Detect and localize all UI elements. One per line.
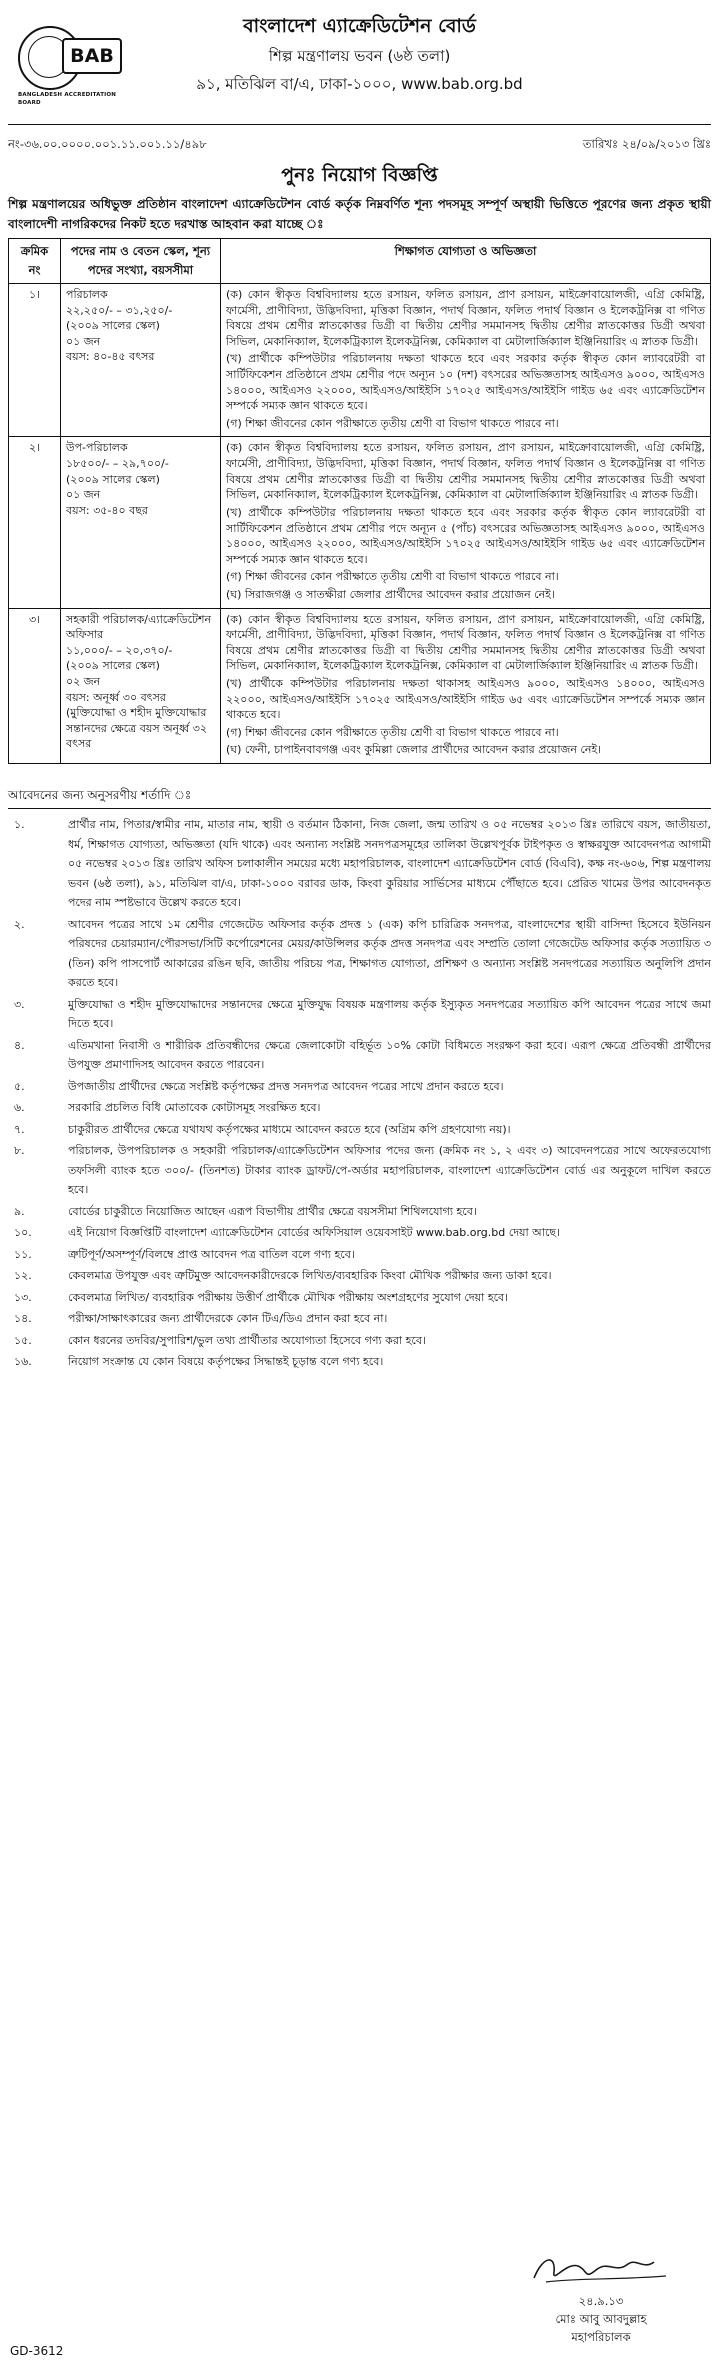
reference-line — [8, 136, 711, 160]
table-row — [9, 437, 711, 608]
qualification-cell — [221, 284, 711, 437]
letterhead-text — [8, 10, 711, 98]
qualification-item: (গ) শিক্ষা জীবনের কোন পরীক্ষাতে তৃতীয় শ্রেণী বা বিভাগ থাকতে পারবে না। — [226, 570, 559, 584]
conditions-heading: আবেদনের জন্য অনুসরণীয় শর্তাদি ঃ — [8, 784, 711, 809]
list-item: ১৩. কেবলমাত্র লিখিত/ ব্যবহারিক পরীক্ষায় উত্তীর্ণ প্রার্থীকে মৌখিক পরীক্ষায় অংশগ্রহণের সুযোগ দেয়া হবে। — [14, 1290, 509, 1304]
qualification-item: (ক) কোন স্বীকৃত বিশ্ববিদ্যালয় হতে রসায়ন, ফলিত রসায়ন, প্রাণ রসায়ন, মাইক্রোবায়োলজী, এগ্রি কেমিষ্ট্রি, ফার্মেসী, প্রাণীবিদ্যা, উদ্ভিদবিদ্যা, মৃত্তিকা বিজ্ঞান, পদার্থ বিজ্ঞান, ফলিত পদার্থ বিজ্ঞান ও ইলেকট্রনিক্স বা গণিত বিষয়ে প্রথম শ্রেণীর স্নাতকোত্তর ডিগ্রী বা দ্বিতীয় শ্রেণীর সমমানসহ দ্বিতীয় শ্রেণীর স্নাতকোত্তর ডিগ্রী অথবা সিভিল, মেকানিক্যাল, ইলেকট্রিক্যাল ইলেকট্রনিক্স, কেমিক্যাল বা মেটালার্জিক্যাল ইঞ্জিনিয়ারিং এ স্নাতক ডিগ্রী। — [226, 612, 705, 673]
list-item: ১৫. কোন ধরনের তদবির/সুপারিশ/ভুল তথ্য প্রার্থীতার অযোগ্যতা হিসেবে গণ্য করা হবে। — [14, 1333, 426, 1347]
signatory-name: মোঃ আবু আবদুল্লাহ — [555, 2312, 647, 2326]
list-item: ১২. কেবলমাত্র উপযুক্ত এবং ত্রুটিমুক্ত আবেদনকারীদেরকে লিখিত/ব্যবহারিক কিংবা মৌখিক পরীক্ষার জন্য ডাকা হবে। — [14, 1269, 552, 1283]
list-item: ১৬. নিয়োগ সংক্রান্ত যে কোন বিষয়ে কর্তৃপক্ষের সিদ্ধান্তই চূড়ান্ত বলে গণ্য হবে। — [14, 1355, 384, 1369]
org-name: বাংলাদেশ এ্যাক্রেডিটেশন বোর্ড — [243, 15, 476, 37]
pay-scale: ২২,২৫০/- – ৩১,২৫০/- — [66, 303, 173, 317]
qualification-item: (গ) শিক্ষা জীবনের কোন পরীক্ষাতে তৃতীয় শ্রেণী বা বিভাগ থাকতে পারবে না। — [226, 416, 559, 430]
post-cell — [61, 608, 221, 763]
list-item: ১০. এই নিয়োগ বিজ্ঞপ্তিটি বাংলাদেশ এ্যাক্রেডিটেশন বোর্ডের অফিসিয়াল ওয়েবসাইট www.bab.org.bd দেয়া আছে। — [14, 1226, 560, 1240]
post-name: পরিচালক — [66, 288, 108, 301]
handwritten-signature — [526, 2248, 676, 2292]
qualification-item: (ঘ) সিরাজগঞ্জ ও সাতক্ষীরা জেলার প্রার্থীদের আবেদন করার প্রয়োজন নেই। — [226, 587, 555, 601]
list-item: ৩. মুক্তিযোদ্ধা ও শহীদ মুক্তিযোদ্ধাদের সন্তানদের ক্ষেত্রে মুক্তিযুদ্ধ বিষয়ক মন্ত্রণালয় কর্তৃক ইস্যুকৃত সনদপত্রের সত্যায়িত কপি আবেদন পত্রের সাথে জমা দিতে হবে। — [14, 997, 711, 1031]
header-post: পদের নাম ও বেতন স্কেল, শূন্য পদের সংখ্যা, বয়সসীমা — [61, 239, 221, 284]
age-limit: বয়স: অনূর্ধ্ব ৩০ বৎসর — [66, 690, 166, 704]
age-limit: বয়স: ৪০-৪৫ বৎসর — [66, 350, 155, 364]
post-cell — [61, 284, 221, 437]
scale-year: (২০০৯ সালের স্কেল) — [66, 319, 160, 333]
list-item: ৪. এতিমখানা নিবাসী ও শারীরিক প্রতিবন্ধীদের ক্ষেত্রে জেলাকোটা বহির্ভূত ১০% কোটা বিধিমতে সংরক্ষণ করা হবে। এরূপ ক্ষেত্রে প্রতিবন্ধী প্রার্থীদের উপযুক্ত প্রমাণাদিসহ আবেদন করতে পারবেন। — [14, 1038, 711, 1072]
list-item: ১১. ত্রুটিপূর্ণ/অসম্পূর্ণ/বিলম্বে প্রাপ্ত আবেদন পত্র বাতিল বলে গণ্য হবে। — [14, 1247, 355, 1261]
qualification-item: (ঘ) ফেনী, চাপাইনবাবগঞ্জ এবং কুমিল্লা জেলার প্রার্থীদের আবেদন করার প্রয়োজন নেই। — [226, 743, 602, 757]
conditions-list — [8, 815, 711, 1372]
qualification-cell — [221, 437, 711, 608]
row-serial: ২। — [9, 437, 61, 608]
post-cell — [61, 437, 221, 608]
building-name: শিল্প মন্ত্রণালয় ভবন (৬ষ্ঠ তলা) — [268, 47, 451, 65]
qualification-item: (গ) শিক্ষা জীবনের কোন পরীক্ষাতে তৃতীয় শ্রেণী বা বিভাগ থাকতে পারবে না। — [226, 725, 559, 739]
gd-number: GD-3612 — [10, 2343, 64, 2358]
signature-block — [521, 2248, 681, 2346]
list-item: ৯. বোর্ডের চাকুরীতে নিয়োজিত আছেন এরূপ বিভাগীয় প্রার্থীর ক্ষেত্রে বয়সসীমা শিথিলযোগ্য হবে। — [14, 1204, 477, 1218]
qualification-item: (খ) প্রার্থীকে কম্পিউটার পরিচালনায় দক্ষতা থাকতে হবে এবং সরকার কর্তৃক স্বীকৃত কোন ল্যাবরেটরী বা সার্টিফিকেশন প্রতিষ্ঠানে প্রথম শ্রেণীর পদে অন্যূন ৫ (পাঁচ) বৎসরের অভিজ্ঞতাসহ আইএসও ৯০০০, আইএসও ১৪০০০, আইএসও ২২০০০, আইএসও/আইইসি ১৭০২৫ আইএসও/আইইসি গাইড ৬৫ এবং এ্যাক্রেডিটেশন সম্পর্কে সম্যক জ্ঞান থাকতে হবে। — [226, 505, 705, 566]
list-item: ৬. সরকারি প্রচলিত বিধি মোতাবেক কোটাসমূহ সংরক্ষিত হবে। — [14, 1101, 321, 1115]
qualification-item: (ক) কোন স্বীকৃত বিশ্ববিদ্যালয় হতে রসায়ন, ফলিত রসায়ন, প্রাণ রসায়ন, মাইক্রোবায়োলজী, এগ্রি কেমিষ্ট্রি, ফার্মেসী, প্রাণীবিদ্যা, উদ্ভিদবিদ্যা, মৃত্তিকা বিজ্ঞান, পদার্থ বিজ্ঞান, ফলিত পদার্থ বিজ্ঞান ও ইলেকট্রনিক্স বা গণিত বিষয়ে প্রথম শ্রেণীর স্নাতকোত্তর ডিগ্রী বা দ্বিতীয় শ্রেণীর সমমানসহ দ্বিতীয় শ্রেণীর স্নাতকোত্তর ডিগ্রী অথবা সিভিল, মেকানিক্যাল, ইলেকট্রিক্যাল ইলেকট্রনিক্স, কেমিক্যাল বা মেটালার্জিক্যাল ইঞ্জিনিয়ারিং এ স্নাতক ডিগ্রী। — [226, 288, 705, 348]
table-row — [9, 284, 711, 437]
age-limit: বয়স: ৩৫-৪০ বছর — [66, 503, 148, 517]
letterhead — [8, 8, 711, 136]
list-item: ২. আবেদন পত্রের সাথে ১ম শ্রেণীর গেজেটেড অফিসার কর্তৃক প্রদত্ত ১ (এক) কপি চারিত্রিক সনদপত্র, বাংলাদেশের স্থায়ী বাসিন্দা হিসেবে ইউনিয়ন পরিষদের চেয়ারম্যান/পৌরসভা/সিটি কর্পোরেশনের মেয়র/কাউন্সিলর কর্তৃক প্রদত্ত সনদপত্র এবং সম্প্রতি তোলা গেজেটেড অফিসার কর্তৃক সত্যায়িত ৩ (তিন) কপি পাসপোর্ট আকারের রঙিন ছবি, জাতীয় পরিচয় পত্র, শিক্ষাগত যোগ্যতা, প্রশিক্ষণ ও অন্যান্য সংশ্লিষ্ট সনদপত্রের সত্যায়িত অনুলিপি প্রদান করতে হবে। — [14, 917, 711, 990]
notice-title: পুনঃ নিয়োগ বিজ্ঞপ্তি — [281, 164, 438, 186]
vacancy-count: ০২ জন — [66, 675, 101, 689]
vacancy-table — [8, 238, 711, 764]
signature-date: ২৪.৯.১৩ — [578, 2294, 624, 2308]
row-serial: ৩। — [9, 608, 61, 763]
list-item: ১. প্রার্থীর নাম, পিতার/স্বামীর নাম, মাতার নাম, স্থায়ী ও বর্তমান ঠিকানা, নিজ জেলা, জন্ম তারিখ ও ০৫ নভেম্বর ২০১৩ খ্রিঃ তারিখে বয়স, জাতীয়তা, ধর্ম, শিক্ষাগত যোগ্যতা, অভিজ্ঞতা (যদি থাকে) এবং অন্যান্য সংশ্লিষ্ট সনদপত্রসমূহের তালিকা উল্লেখপূর্বক টাইপকৃত ও স্বাক্ষরযুক্ত আবেদনপত্র আগামী ০৫ নভেম্বর ২০১৩ খ্রিঃ তারিখ অফিস চলাকালীন সময়ের মধ্যে মহাপরিচালক, বাংলাদেশ এ্যাক্রেডিটেশন বোর্ড (বিএবি), কক্ষ নং-৬০৬, শিল্প মন্ত্রণালয় ভবন (৬ষ্ঠ তলা), ৯১, মতিঝিল বা/এ, ঢাকা-১০০০ বরাবর ডাক, কিংবা কুরিয়ার সার্ভিসের মাধ্যমে পৌঁছাতে হবে। প্রেরিত খামের উপর আবেদনকৃত পদের নাম স্পষ্টভাবে উল্লেখ করতে হবে। — [14, 818, 711, 910]
qualification-item: (খ) প্রার্থীকে কম্পিউটার পরিচালনায় দক্ষতা থাকাসহ আইএসও ৯০০০, আইএসও ১৪০০০, আইএসও ২২০০০, আইএসও/আইইসি ১৭০২৫ আইএসও/আইইসি গাইড ৬৫ এবং এ্যাক্রেডিটেশন সম্পর্কে সম্যক জ্ঞান থাকতে হবে। — [226, 677, 705, 722]
qualification-item: (ক) কোন স্বীকৃত বিশ্ববিদ্যালয় হতে রসায়ন, ফলিত রসায়ন, প্রাণ রসায়ন, মাইক্রোবায়োলজী, এগ্রি কেমিষ্ট্রি, ফার্মেসী, প্রাণীবিদ্যা, উদ্ভিদবিদ্যা, মৃত্তিকা বিজ্ঞান, পদার্থ বিজ্ঞান, ফলিত পদার্থ বিজ্ঞান ও ইলেকট্রনিক্স বা গণিত বিষয়ে প্রথম শ্রেণীর স্নাতকোত্তর ডিগ্রী বা দ্বিতীয় শ্রেণীর সমমানসহ দ্বিতীয় শ্রেণীর স্নাতকোত্তর ডিগ্রী অথবা সিভিল, মেকানিক্যাল, ইলেকট্রিক্যাল ইলেকট্রনিক্স, কেমিক্যাল বা মেটালার্জিক্যাল ইঞ্জিনিয়ারিং এ স্নাতক ডিগ্রী। — [226, 441, 705, 502]
memo-number: নং-৩৬.০০.০০০০.০০১.১১.০০১.১১/৪৯৮ — [8, 137, 207, 151]
vacancy-count: ০১ জন — [66, 334, 101, 348]
header-serial: ক্রমিক নং — [9, 239, 61, 284]
qualification-item: (খ) প্রার্থীকে কম্পিউটার পরিচালনায় দক্ষতা থাকতে হবে এবং সরকার কর্তৃক স্বীকৃত কোন ল্যাবরেটরী বা সার্টিফিকেশন প্রতিষ্ঠানে প্রথম শ্রেণীর পদে অন্যূন ১০ (দশ) বৎসরের অভিজ্ঞতাসহ আইএসও ৯০০০, আইএসও ১৪০০০, আইএসও ২২০০০, আইএসও/আইইসি ১৭০২৫ আইএসও/আইইসি গাইড ৬৫ এবং এ্যাক্রেডিটেশন সম্পর্কে সম্যক জ্ঞান থাকতে হবে। — [226, 352, 705, 413]
issue-date: তারিখঃ ২৪/০৯/২০১৩ খ্রিঃ — [582, 137, 711, 151]
org-address: ৯১, মতিঝিল বা/এ, ঢাকা-১০০০, www.bab.org.bd — [196, 75, 523, 93]
row-serial: ১। — [9, 284, 61, 437]
list-item: ৭. চাকুরীরত প্রার্থীদের ক্ষেত্রে যথাযথ কর্তৃপক্ষের মাধ্যমে আবেদন করতে হবে (অগ্রিম কপি গ্রহণযোগ্য নয়)। — [14, 1122, 511, 1136]
pay-scale: ১১,০০০/- – ২০,৩৭০/- — [66, 643, 173, 657]
vacancy-count: ০১ জন — [66, 488, 101, 502]
table-row — [9, 608, 711, 763]
post-name: উপ-পরিচালক — [66, 441, 128, 455]
logo-mark: BAB — [62, 38, 122, 74]
table-header-row — [9, 239, 711, 284]
header-qualification: শিক্ষাগত যোগ্যতা ও অভিজ্ঞতা — [221, 239, 711, 284]
logo-caption: BANGLADESH ACCREDITATION BOARD — [18, 92, 117, 106]
pay-scale: ১৮৫০০/- – ২৯,৭০০/- — [66, 457, 169, 471]
intro-paragraph: শিল্প মন্ত্রণালয়ের অধিভুক্ত প্রতিষ্ঠান বাংলাদেশ এ্যাক্রেডিটেশন বোর্ড কর্তৃক নিম্নবর্ণিত শূন্য পদসমূহ সম্পূর্ণ অস্থায়ী ভিত্তিতে পূরণের জন্য প্রকৃত স্থায়ী বাংলাদেশী নাগরিকদের নিকট হতে দরখাস্ত আহবান করা যাচ্ছে ঃ — [8, 197, 711, 231]
signatory-title: মহাপরিচালক — [571, 2330, 631, 2344]
age-relaxation: (মুক্তিযোদ্ধা ও শহীদ মুক্তিযোদ্ধার সন্তানদের ক্ষেত্রে বয়স অনূর্ধ্ব ৩২ বৎসর — [66, 706, 208, 751]
list-item: ৫. উপজাতীয় প্রার্থীদের ক্ষেত্রে সংশ্লিষ্ট কর্তৃপক্ষের প্রদত্ত সনদপত্র আবেদন পত্রের সাথে প্রদান করতে হবে। — [14, 1079, 504, 1093]
list-item: ১৪. পরীক্ষা/সাক্ষাৎকারের জন্য প্রার্থীদেরকে কোন টিএ/ডিএ প্রদান করা হবে না। — [14, 1312, 388, 1326]
list-item: ৮. পরিচালক, উপপরিচালক ও সহকারী পরিচালক/এ্যাক্রেডিটেশন অফিসার পদের জন্য (ক্রমিক নং ১, ২ এবং ৩) আবেদনপত্রের সাথে অফেরতযোগ্য তফসিলী ব্যাংক হতে ৩০০/- (তিনশত) টাকার ব্যাংক ড্রাফট/পে-অর্ডার মহাপরিচালক, বাংলাদেশ এ্যাক্রেডিটেশন বোর্ড এর অনুকূলে দাখিল করতে হবে। — [14, 1144, 711, 1197]
scale-year: (২০০৯ সালের স্কেল) — [66, 659, 160, 673]
notice-page — [8, 8, 711, 2364]
post-name: সহকারী পরিচালক/এ্যাক্রেডিটেশন অফিসার — [66, 612, 212, 642]
scale-year: (২০০৯ সালের স্কেল) — [66, 472, 160, 486]
header-divider — [8, 124, 711, 125]
qualification-cell — [221, 608, 711, 763]
